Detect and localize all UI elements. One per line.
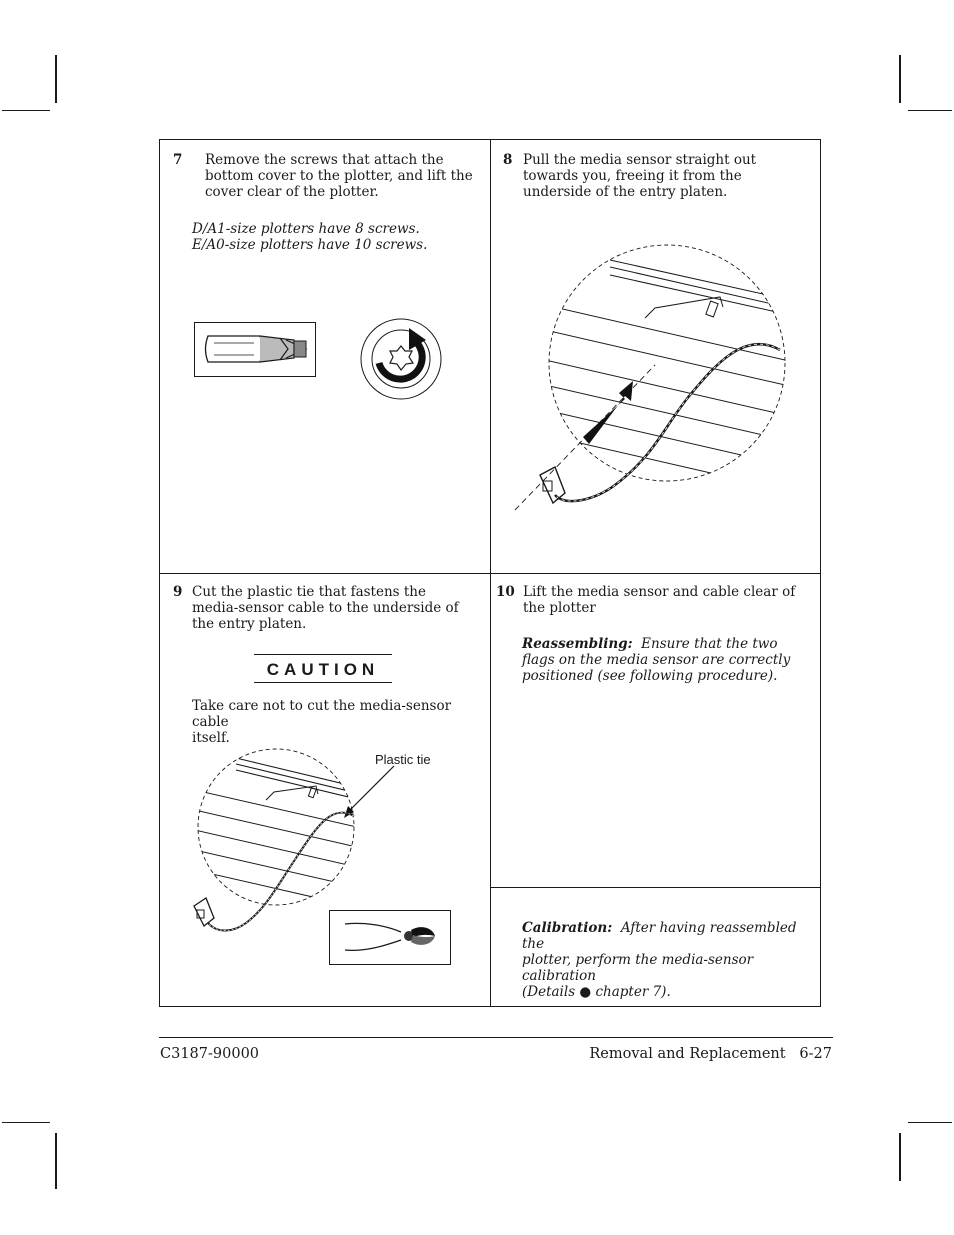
crop-mark — [2, 1122, 50, 1123]
plastic-tie-callout: Plastic tie — [375, 752, 431, 767]
crop-mark — [55, 1133, 57, 1189]
crop-mark — [2, 110, 50, 111]
footer-rule — [159, 1037, 833, 1038]
table-divider — [159, 573, 821, 574]
step-number: 9 — [173, 584, 183, 600]
crop-mark — [55, 55, 57, 103]
crop-mark — [899, 1133, 901, 1181]
screw-count-note: D/A1-size plotters have 8 screws. E/A0-size plotters have 10 screws. — [192, 221, 428, 253]
media-sensor-pull-illustration — [515, 245, 790, 515]
crop-mark — [908, 1122, 952, 1123]
step-text: Pull the media sensor straight out towards you, freeing it from the underside of the entry platen. — [523, 152, 757, 200]
calibration-note: Calibration: After having reassembled the plotter, perform the media-sensor calibration (Details ● chapter 7). — [522, 920, 797, 1000]
crop-mark — [899, 55, 901, 103]
page-reference: Removal and Replacement 6-27 — [589, 1046, 832, 1062]
table-divider — [490, 887, 821, 888]
crop-mark — [908, 110, 952, 111]
reassembling-note: Reassembling: Ensure that the two flags on the media sensor are correctly positioned (see following procedure). — [522, 636, 791, 684]
step-number: 8 — [503, 152, 513, 168]
document-number: C3187-90000 — [160, 1046, 260, 1062]
step-number: 7 — [173, 152, 183, 168]
step-text: Remove the screws that attach the bottom cover to the plotter, and lift the cover clear of the plotter. — [205, 152, 473, 200]
caution-text: Take care not to cut the media-sensor cable itself. — [192, 698, 452, 746]
screwdriver-bit-icon — [194, 322, 316, 377]
step-text: Cut the plastic tie that fastens the media-sensor cable to the underside of the entry platen. — [192, 584, 459, 632]
caution-heading: CAUTION — [254, 654, 392, 683]
step-number: 10 — [496, 584, 515, 600]
cutting-pliers-icon — [329, 910, 451, 965]
torx-screw-rotate-icon — [360, 318, 442, 400]
step-text: Lift the media sensor and cable clear of the plotter — [523, 584, 796, 616]
